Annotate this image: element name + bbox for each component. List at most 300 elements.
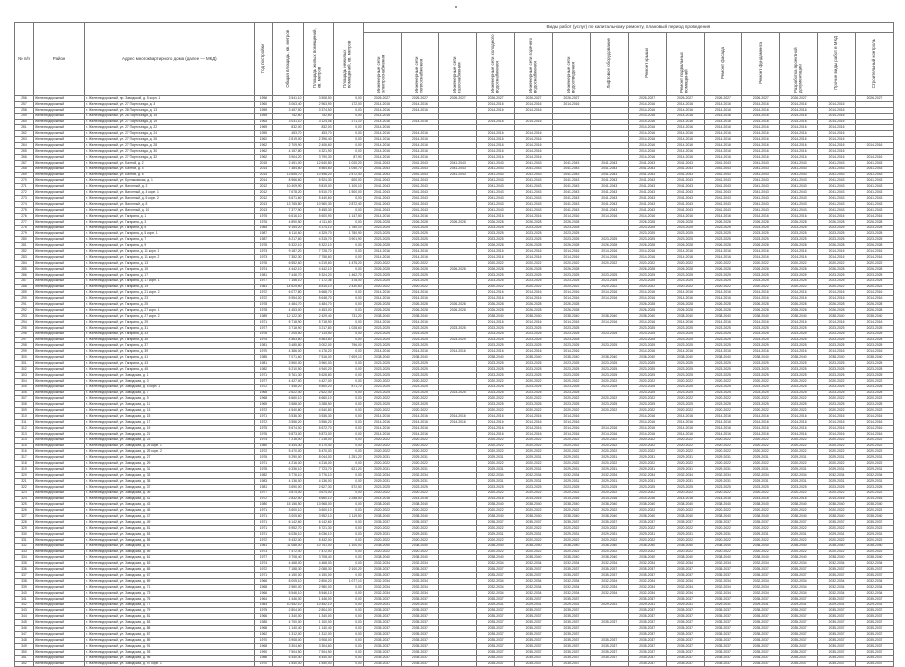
table-cell: 313 [15, 431, 34, 437]
table-cell: 2023-2025 [666, 231, 704, 237]
table-cell: 2035-2037 [818, 643, 856, 649]
table-cell: 2014-2016 [439, 419, 477, 425]
table-cell: 2014-2016 [401, 255, 439, 261]
table-cell: 7 723,70 [303, 467, 333, 473]
table-cell: 2014-2016 [856, 296, 894, 302]
table-cell: 2014-2016 [780, 213, 818, 219]
table-cell: 2023-2025 [553, 390, 591, 396]
table-cell: 2032-2034 [401, 584, 439, 590]
table-cell: 6 660,10 [303, 396, 333, 402]
table-cell: 1989 [254, 313, 273, 319]
table-cell: 1972 [254, 537, 273, 543]
table-cell: 2035-2037 [628, 573, 666, 579]
table-cell: Железнодорожный [33, 225, 84, 231]
table-cell: 2026-2028 [439, 308, 477, 314]
table-cell: г. Железнодорожный, ул. 28 Партсъезда, д. 13 [85, 107, 254, 113]
table-cell: 2023-2025 [515, 402, 553, 408]
table-cell: 2014-2016 [666, 431, 704, 437]
table-cell: 2035-2037 [666, 614, 704, 620]
table-cell: 2035-2037 [818, 632, 856, 638]
table-cell: 2014-2016 [515, 431, 553, 437]
table-cell: 2014-2016 [363, 101, 401, 107]
table-cell: 2023-2025 [590, 372, 628, 378]
table-cell: 2014-2016 [590, 290, 628, 296]
table-cell: 2035-2037 [515, 608, 553, 614]
header-label: Лифтовое оборудование [606, 38, 611, 89]
table-cell: 2032-2034 [477, 473, 515, 479]
table-cell: 2023-2025 [363, 366, 401, 372]
table-cell: 286 [15, 272, 34, 278]
table-cell: 2035-2037 [477, 649, 515, 655]
table-cell: 2032-2034 [401, 590, 439, 596]
table-cell: Железнодорожный [33, 255, 84, 261]
table-cell: 2014-2016 [742, 414, 780, 420]
table-cell: 2014-2016 [818, 496, 856, 502]
table-cell: 2014-2016 [401, 101, 439, 107]
table-cell: 2023-2025 [704, 237, 742, 243]
table-cell: 2020-2022 [363, 461, 401, 467]
table-cell: 2014-2016 [780, 149, 818, 155]
table-cell: 2 088,30 [303, 567, 333, 573]
table-cell: 3 002,00 [303, 343, 333, 349]
table-cell: 2026-2028 [780, 302, 818, 308]
header-label: Ремонт фундамента [757, 42, 763, 85]
table-cell: 2035-2037 [477, 573, 515, 579]
table-cell: 2020-2022 [515, 549, 553, 555]
header-label: Инженерные сети теплоснабжения [414, 56, 424, 94]
table-cell: 2014-2016 [515, 131, 553, 137]
table-cell: 2023-2025 [628, 325, 666, 331]
table-cell: 2023-2025 [553, 343, 591, 349]
table-cell: 2023-2025 [704, 337, 742, 343]
table-cell: 2035-2037 [553, 620, 591, 626]
table-cell: 2014-2016 [363, 131, 401, 137]
header-label: № п/п [18, 55, 30, 61]
table-cell: Железнодорожный [33, 325, 84, 331]
table-cell: 2038-2040 [515, 502, 553, 508]
table-cell: 2020-2022 [742, 408, 780, 414]
table-cell: 3 674,00 [303, 490, 333, 496]
table-cell: 4 484,70 [303, 302, 333, 308]
table-cell: 273 [15, 196, 34, 202]
table-cell: 2029-2031 [477, 531, 515, 537]
table-cell: г. Железнодорожный, ул. Заводская, д. 69 [85, 579, 254, 585]
table-cell: 2020-2022 [856, 437, 894, 443]
table-cell: 8 815,10 [303, 284, 333, 290]
table-cell: 2035-2037 [856, 614, 894, 620]
table-cell: г. Железнодорожный, ул. Гагарина, д. 3 [85, 219, 254, 225]
table-cell: 2020-2022 [818, 437, 856, 443]
table-cell: 2014-2016 [553, 319, 591, 325]
table-cell: Железнодорожный [33, 384, 84, 390]
table-cell: 2 804,00 [273, 608, 303, 614]
table-cell: 2035-2037 [666, 643, 704, 649]
table-cell: 1959 [254, 107, 273, 113]
table-cell: 2041-2043 [818, 190, 856, 196]
table-cell: 2035-2037 [742, 632, 780, 638]
table-cell: 2023-2025 [666, 384, 704, 390]
table-cell: 2023-2025 [704, 372, 742, 378]
table-cell: 2023-2025 [780, 337, 818, 343]
table-cell: 2020-2022 [363, 437, 401, 443]
table-cell: 2023-2025 [780, 225, 818, 231]
table-cell: 2041-2043 [363, 178, 401, 184]
table-cell: 1971 [254, 573, 273, 579]
table-cell: 2026-2028 [704, 219, 742, 225]
table-cell: 2014-2016 [515, 349, 553, 355]
table-cell: 0,00 [333, 584, 363, 590]
table-cell: 2038-2040 [590, 514, 628, 520]
table-cell: 2023-2025 [704, 272, 742, 278]
table-cell: 2020-2022 [818, 490, 856, 496]
table-cell: 2014-2016 [666, 125, 704, 131]
table-cell: 2023-2025 [477, 278, 515, 284]
table-cell: 2035-2037 [742, 573, 780, 579]
table-cell: 2023-2025 [666, 237, 704, 243]
table-cell: 2014-2016 [401, 149, 439, 155]
table-cell: 2014-2016 [401, 496, 439, 502]
table-cell: 2020-2022 [856, 449, 894, 455]
table-cell: 340 [15, 590, 34, 596]
table-cell: 2023-2025 [628, 402, 666, 408]
table-cell: Железнодорожный [33, 131, 84, 137]
table-cell: 1 312,00 [273, 632, 303, 638]
table-cell: 2032-2034 [628, 590, 666, 596]
table-cell: 2035-2037 [780, 655, 818, 661]
table-cell: 4 700,00 [273, 620, 303, 626]
table-cell: 2035-2037 [818, 655, 856, 661]
table-cell: 13 655,70 [273, 172, 303, 178]
table-cell: г. Железнодорожный, ул. Заводская, д. 41 [85, 496, 254, 502]
table-cell: Железнодорожный [33, 437, 84, 443]
table-cell: 2032-2034 [401, 579, 439, 585]
table-body [15, 96, 894, 667]
table-cell: 2035-2037 [818, 608, 856, 614]
table-cell: 2035-2037 [742, 567, 780, 573]
table-cell: 1978 [254, 467, 273, 473]
table-cell: 2023-2025 [477, 402, 515, 408]
table-cell: г. Железнодорожный, ул. Заводская, д. 19 [85, 425, 254, 431]
table-cell: 2023-2025 [780, 361, 818, 367]
table-cell: 2035-2037 [553, 655, 591, 661]
table-cell: 2014-2016 [818, 125, 856, 131]
table-cell: 2041-2043 [628, 166, 666, 172]
table-cell: 2020-2022 [401, 437, 439, 443]
table-cell: 2014-2016 [818, 149, 856, 155]
table-cell: 2020-2022 [590, 537, 628, 543]
table-cell: 2026-2027 [439, 96, 477, 102]
table-cell: 2014-2016 [666, 249, 704, 255]
table-cell: 2020-2022 [856, 408, 894, 414]
table-cell: 3 536,30 [303, 414, 333, 420]
table-cell: 2014-2016 [818, 296, 856, 302]
table-cell: 2023-2025 [515, 278, 553, 284]
table-cell: 294 [15, 319, 34, 325]
table-cell: 301 [15, 361, 34, 367]
table-cell: 2026-2028 [401, 219, 439, 225]
table-cell: 2038-2040 [515, 355, 553, 361]
table-cell: 2041-2043 [590, 190, 628, 196]
table-cell: 309 [15, 408, 34, 414]
table-cell: Железнодорожный [33, 366, 84, 372]
table-cell: 2029-2031 [363, 467, 401, 473]
header-cell-district [33, 23, 84, 96]
table-cell: 320 [15, 473, 34, 479]
table-cell: г. Железнодорожный, ул. Заводская, д. 49 [85, 520, 254, 526]
table-cell: 2029-2031 [742, 467, 780, 473]
table-cell: 3 776,10 [273, 473, 303, 479]
table-cell: 2041-2043 [780, 178, 818, 184]
table-cell: 4 150,00 [273, 573, 303, 579]
header-cell-work-8 [628, 33, 666, 96]
table-cell: 2041-2043 [477, 207, 515, 213]
table-cell: 2014-2016 [363, 414, 401, 420]
table-cell: 2038-2040 [477, 555, 515, 561]
table-cell: 5 718,90 [303, 319, 333, 325]
table-cell: 276 [15, 213, 34, 219]
table-cell: 2023-2025 [401, 278, 439, 284]
table-cell: 2023-2025 [515, 484, 553, 490]
table-cell: 2041-2043 [742, 202, 780, 208]
table-cell: 0,00 [333, 219, 363, 225]
table-cell: 2023-2025 [856, 237, 894, 243]
table-cell: 2020-2022 [666, 443, 704, 449]
table-cell: г. Железнодорожный, ул. Гагарина, д. 19 [85, 284, 254, 290]
table-cell: 2014-2016 [780, 249, 818, 255]
table-cell: 2014-2016 [628, 131, 666, 137]
header-cell-work-12 [780, 33, 818, 96]
table-cell: 2014-2016 [401, 154, 439, 160]
table-cell: 2014-2016 [856, 143, 894, 149]
table-cell: 10 751,00 [303, 543, 333, 549]
table-cell: г. Железнодорожный, ул. Гагарина, д. 5 [85, 225, 254, 231]
table-cell: 1 446,00 [273, 596, 303, 602]
table-cell: 2032-2034 [742, 584, 780, 590]
table-cell: 3 541,10 [273, 96, 303, 102]
table-cell: 2041-2043 [628, 207, 666, 213]
table-cell: 7 472,00 [273, 549, 303, 555]
table-cell: 5 455,30 [303, 207, 333, 213]
table-cell: 2020-2022 [401, 490, 439, 496]
table-cell: 2041-2043 [704, 160, 742, 166]
table-cell: 2029-2031 [856, 467, 894, 473]
table-cell: 2026-2028 [401, 243, 439, 249]
table-cell: 2029-2031 [401, 602, 439, 608]
table-cell: 296 [15, 331, 34, 337]
table-cell: 2026-2028 [742, 266, 780, 272]
table-cell: 2032-2034 [666, 579, 704, 585]
table-cell: 6 142,60 [273, 520, 303, 526]
table-cell: 2035-2037 [590, 620, 628, 626]
table-cell: 1977 [254, 378, 273, 384]
table-cell: 6 440,40 [303, 655, 333, 661]
table-cell: 2014-2016 [818, 319, 856, 325]
table-cell: 2029-2031 [401, 478, 439, 484]
table-cell: Железнодорожный [33, 143, 84, 149]
table-cell: 4 136,00 [303, 478, 333, 484]
table-cell: 279 [15, 231, 34, 237]
table-cell: 0,00 [333, 614, 363, 620]
table-cell: 2020-2022 [818, 408, 856, 414]
table-cell: 2020-2022 [477, 461, 515, 467]
table-cell: 2023-2025 [401, 325, 439, 331]
table-cell: г. Железнодорожный, ул. Гагарина, д. 9 [85, 243, 254, 249]
table-cell: 7 516,00 [303, 355, 333, 361]
table-cell: Железнодорожный [33, 166, 84, 172]
table-cell: 2041-2043 [401, 190, 439, 196]
table-cell: 2035-2037 [856, 626, 894, 632]
table-cell: 2014-2016 [363, 249, 401, 255]
table-cell: 5 600,90 [303, 213, 333, 219]
table-cell: 14 625,60 [273, 284, 303, 290]
table-cell: г. Железнодорожный, ул. Заводская, д. 31 [85, 467, 254, 473]
table-cell: 2014-2016 [666, 425, 704, 431]
table-cell: 2035-2037 [515, 661, 553, 667]
table-cell: 2014-2016 [704, 213, 742, 219]
table-cell: 2026-2027 [666, 96, 704, 102]
table-cell: 10 452,10 [303, 602, 333, 608]
table-cell: 1978 [254, 308, 273, 314]
table-cell: 2041-2043 [780, 202, 818, 208]
table-cell: 2023-2025 [856, 231, 894, 237]
table-cell: 2035-2037 [704, 620, 742, 626]
table-cell: 2026-2028 [477, 243, 515, 249]
table-cell: 2023-2025 [401, 231, 439, 237]
table-cell: 2035-2037 [666, 661, 704, 667]
table-cell: 2026-2028 [515, 243, 553, 249]
table-cell: 2035-2037 [553, 614, 591, 620]
table-cell: 285 [15, 266, 34, 272]
table-cell: 3 556,20 [273, 419, 303, 425]
table-cell: 2035-2037 [742, 626, 780, 632]
table-cell: 1969 [254, 402, 273, 408]
table-cell: 305 [15, 384, 34, 390]
table-cell: 2038-2040 [401, 355, 439, 361]
table-cell: 2035-2037 [477, 632, 515, 638]
table-cell: 3 217,80 [303, 325, 333, 331]
table-cell: 2014-2016 [401, 319, 439, 325]
table-cell: г. Железнодорожный, ул. Заводская, д. 97 корп. 1 [85, 661, 254, 667]
table-cell: 4 442,10 [303, 266, 333, 272]
table-cell: 2023-2025 [515, 384, 553, 390]
table-cell: 2014-2016 [818, 154, 856, 160]
table-cell: 2014-2016 [363, 119, 401, 125]
table-cell: 2023-2025 [477, 361, 515, 367]
table-cell: Железнодорожный [33, 125, 84, 131]
table-cell: 5 954,00 [273, 296, 303, 302]
table-cell: 2038-2040 [704, 555, 742, 561]
table-cell: 2032-2034 [363, 579, 401, 585]
table-cell: 2026-2028 [780, 243, 818, 249]
table-cell: 2041-2043 [856, 184, 894, 190]
table-cell: Железнодорожный [33, 443, 84, 449]
table-cell: Железнодорожный [33, 473, 84, 479]
table-cell: 4 940,20 [303, 366, 333, 372]
table-cell: 342 [15, 602, 34, 608]
table-cell: 2038-2040 [856, 313, 894, 319]
table-cell: 297 [15, 337, 34, 343]
header-cell-work-4 [477, 33, 515, 96]
table-cell: 2035-2037 [363, 632, 401, 638]
table-cell: 1971 [254, 372, 273, 378]
table-cell: 1966 [254, 614, 273, 620]
table-cell: Железнодорожный [33, 184, 84, 190]
table-cell: 4 468,00 [273, 561, 303, 567]
table-cell: 7 446,70 [273, 272, 303, 278]
table-cell: 2014-2016 [515, 154, 553, 160]
table-cell: 2026-2028 [401, 308, 439, 314]
table-cell: 2014-2016 [704, 113, 742, 119]
table-cell: 1 040,70 [333, 166, 363, 172]
table-cell: г. Железнодорожный, ул. Заводская, д. 45 [85, 508, 254, 514]
table-cell: 2038-2040 [856, 543, 894, 549]
table-cell: 10 452,10 [273, 602, 303, 608]
table-cell: 2014-2016 [704, 425, 742, 431]
table-cell: 2035-2037 [401, 643, 439, 649]
table-cell: 2035-2037 [780, 596, 818, 602]
table-cell: 2014-2016 [742, 131, 780, 137]
table-cell: г. Железнодорожный, ул. 27 Партсъезда, д. 30 [85, 149, 254, 155]
table-cell: 2014-2016 [818, 107, 856, 113]
table-cell: 2026-2027 [401, 96, 439, 102]
table-cell: Железнодорожный [33, 626, 84, 632]
header-cell-work-11 [742, 33, 780, 96]
table-cell: Железнодорожный [33, 160, 84, 166]
table-cell: 2014-2016 [856, 419, 894, 425]
table-cell: 1976 [254, 455, 273, 461]
table-cell: 2020-2022 [628, 443, 666, 449]
table-cell: 2041-2043 [742, 196, 780, 202]
table-cell: 1969 [254, 125, 273, 131]
table-cell: 2014-2016 [363, 107, 401, 113]
table-cell: 2023-2025 [401, 390, 439, 396]
table-cell: 2020-2022 [553, 260, 591, 266]
table-cell: 2041-2043 [628, 196, 666, 202]
table-cell: 3 600,10 [273, 508, 303, 514]
table-cell: 2020-2022 [742, 508, 780, 514]
table-cell: 2023-2025 [401, 237, 439, 243]
table-cell: 3 485,80 [273, 343, 303, 349]
table-cell: г. Железнодорожный, ул. Заводская, д. 63 [85, 561, 254, 567]
table-cell: 2038-2040 [590, 555, 628, 561]
table-cell: 2035-2037 [363, 649, 401, 655]
table-cell: 2041-2043 [818, 178, 856, 184]
table-cell: 2041-2043 [401, 166, 439, 172]
table-cell: 2020-2022 [780, 508, 818, 514]
table-cell: 0,00 [333, 266, 363, 272]
table-cell: 2 396,40 [303, 137, 333, 143]
table-cell: 1973 [254, 255, 273, 261]
table-cell: г. Железнодорожный, ул. Вагонный, д. 10 [85, 207, 254, 213]
table-cell: 2023-2025 [477, 366, 515, 372]
table-cell: 2014-2016 [590, 496, 628, 502]
table-cell: 2020-2022 [477, 284, 515, 290]
table-cell: 2014-2016 [515, 107, 553, 113]
table-cell: 2041-2043 [666, 196, 704, 202]
table-cell: 0,00 [333, 113, 363, 119]
table-cell: 2023-2025 [628, 278, 666, 284]
table-cell: 2023-2025 [401, 225, 439, 231]
table-cell: 2014-2016 [704, 249, 742, 255]
table-cell: 0,00 [333, 96, 363, 102]
table-cell: 2014-2016 [780, 107, 818, 113]
table-cell: 2035-2037 [704, 614, 742, 620]
table-cell: 2020-2022 [515, 260, 553, 266]
table-cell: 2014-2016 [742, 143, 780, 149]
table-cell: Железнодорожный [33, 343, 84, 349]
table-cell: г. Железнодорожный, ул. 27 Партсъезда, д. 28 [85, 143, 254, 149]
table-cell: 2035-2037 [818, 626, 856, 632]
